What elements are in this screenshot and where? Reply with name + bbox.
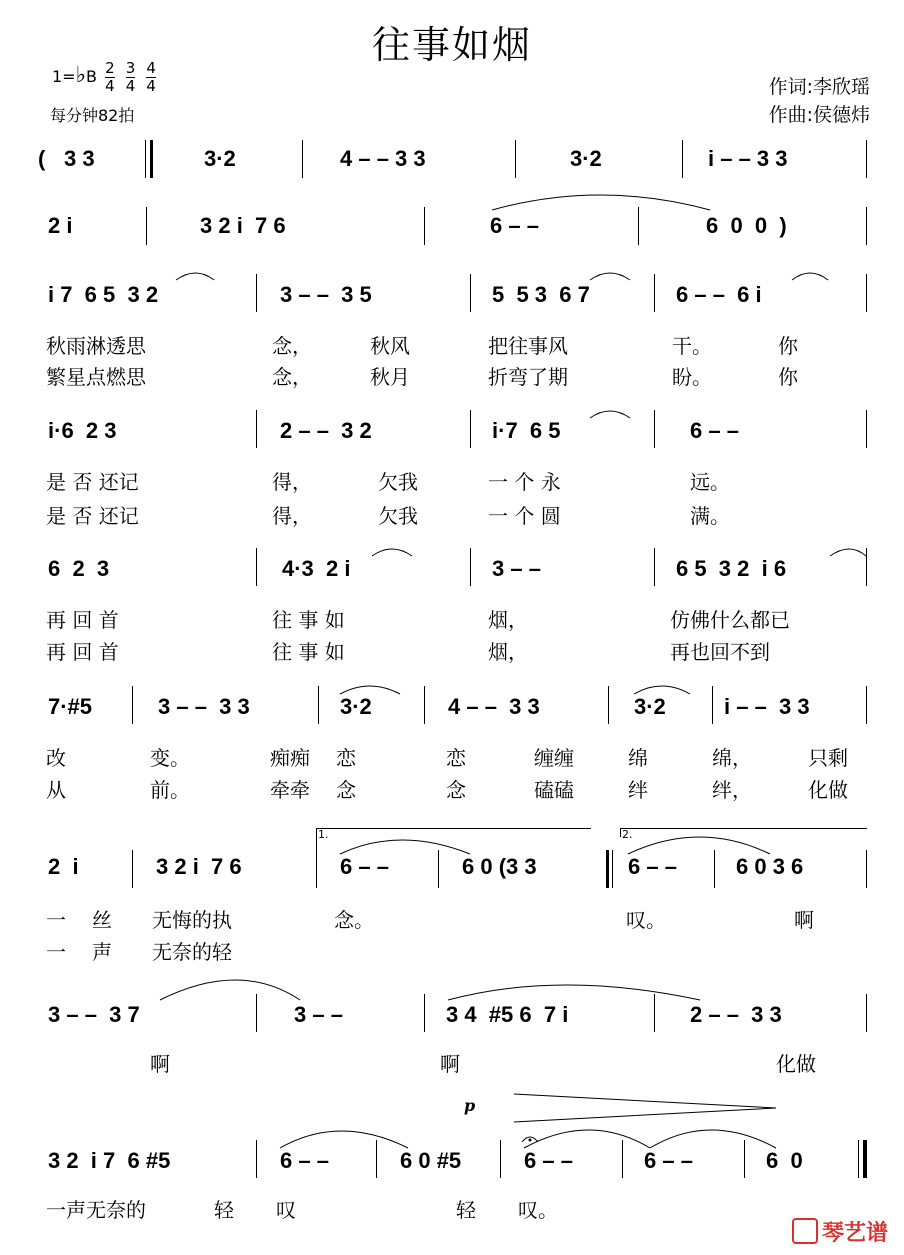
lyric-text: 改 — [46, 746, 66, 770]
lyric-text: 仿佛什么都已 — [670, 608, 790, 632]
tempo-marking: 每分钟82拍 — [50, 106, 135, 125]
lyric-text: 恋 — [446, 746, 466, 770]
notation-group: 3 – – — [492, 556, 541, 581]
notation-group: 3 – – — [294, 1002, 343, 1027]
lyric-text: 一 个 圆 — [488, 504, 561, 528]
volta-label: 2. — [622, 828, 633, 841]
lyric-text: 念。 — [334, 908, 374, 932]
lyric-text: 折弯了期 — [488, 365, 568, 389]
notation-group: i 7 6 5 3 2 — [48, 282, 159, 307]
notation-group: 6 – – — [644, 1148, 693, 1173]
lyric-text: 念 — [336, 778, 356, 802]
lyric-text: 叹。 — [626, 908, 666, 932]
notation-group: i – – 3 3 — [708, 146, 788, 171]
flat-sign: ♭ — [75, 63, 86, 88]
notation-group: 3 2 i 7 6 #5 — [48, 1148, 171, 1173]
notation-group: 6 – – 6 i — [676, 282, 762, 307]
notation-group: 6 – – — [490, 213, 539, 238]
slur-arc — [634, 686, 690, 694]
lyric-text: 啊 — [150, 1052, 170, 1076]
notation-group: 6 0 0 ) — [706, 213, 787, 238]
notation-group: 6 0 (3 3 — [462, 854, 537, 879]
notation-group: 3 – – 3 7 — [48, 1002, 140, 1027]
notation-group: 3 2 i 7 6 — [156, 854, 242, 879]
notation-group: ( — [38, 146, 46, 171]
lyric-text: 你 — [778, 334, 798, 358]
lyric-text: 轻 — [214, 1198, 234, 1222]
lyric-text: 前。 — [150, 778, 190, 802]
lyric-text: 欠我 — [378, 470, 418, 494]
lyric-text: 盼。 — [672, 365, 712, 389]
notation-group: 5 5 3 6 7 — [492, 282, 590, 307]
lyric-text: 磕磕 — [534, 778, 574, 802]
lyric-text: 只剩 — [808, 746, 848, 770]
notation-group: 3·2 — [204, 146, 236, 171]
notation-group: 3 4 #5 6 7 i — [446, 1002, 569, 1027]
lyric-text: 无奈的轻 — [152, 940, 232, 964]
slur-arc — [176, 273, 214, 280]
notation-group: 3·2 — [340, 694, 372, 719]
lyric-text: 再也回不到 — [670, 640, 770, 664]
slur-arc — [590, 411, 630, 418]
notation-group: 4 – – 3 3 — [340, 146, 426, 171]
lyric-text: 再 回 首 — [46, 608, 119, 632]
lyric-text: 一 — [46, 940, 66, 964]
lyric-text: 无悔的执 — [152, 908, 232, 932]
notation-group: 2 i — [48, 854, 79, 879]
notation-group: 6 – – — [690, 418, 739, 443]
tie-arc — [160, 980, 300, 1000]
lyric-text: 往 事 如 — [272, 640, 345, 664]
notation-group: 3 – – 3 5 — [280, 282, 372, 307]
notation-group: 3 – – 3 3 — [158, 694, 250, 719]
composer: 作曲:侯德炜 — [768, 104, 870, 126]
lyric-text: 变。 — [150, 746, 190, 770]
lyric-text: 叹。 — [518, 1198, 558, 1222]
lyric-text: 念， — [272, 334, 312, 358]
notation-group: 6 5 3 2 i 6 — [676, 556, 787, 581]
slur-arc — [792, 273, 828, 280]
dynamic-marking: p — [464, 1096, 476, 1115]
tie-arc — [628, 837, 770, 854]
time-signature: $\frac{2}{4}$ — [105, 59, 115, 95]
lyric-text: 秋风 — [370, 334, 410, 358]
lyric-text: 绵， — [712, 746, 752, 770]
lyric-text: 一 — [46, 908, 66, 932]
notation-group: 6 – – — [628, 854, 677, 879]
lyric-text: 再 回 首 — [46, 640, 119, 664]
fermata-dot — [529, 1139, 532, 1142]
notation-group: 3 2 i 7 6 — [200, 213, 286, 238]
lyric-text: 你 — [778, 365, 798, 389]
notation-group: 7·#5 — [48, 694, 93, 719]
key-prefix: 1= — [52, 67, 76, 86]
key-note: B — [85, 67, 97, 86]
lyric-text: 绊， — [712, 778, 752, 802]
lyric-text: 从 — [46, 778, 66, 802]
lyric-text: 繁星点燃思 — [46, 365, 146, 389]
lyric-text: 是 否 还记 — [46, 470, 139, 494]
notation-group: 3·2 — [634, 694, 666, 719]
time-signature: $\frac{3}{4}$ — [125, 59, 136, 95]
slur-arc — [372, 549, 412, 556]
notation-group: 6 – – — [524, 1148, 573, 1173]
notation-group: 6 0 #5 — [400, 1148, 462, 1173]
song-title: 往事如烟 — [371, 23, 532, 67]
lyric-text: 化做 — [808, 778, 848, 802]
lyric-text: 丝 — [92, 908, 112, 932]
lyric-text: 缠缠 — [534, 746, 574, 770]
lyric-text: 烟， — [488, 640, 528, 664]
lyric-text: 往 事 如 — [272, 608, 345, 632]
site-logo — [792, 1216, 888, 1247]
lyric-text: 秋月 — [370, 365, 410, 389]
lyric-text: 啊 — [440, 1052, 460, 1076]
slur-arc — [448, 985, 700, 1000]
lyric-text: 欠我 — [378, 504, 418, 528]
logo-text: 琴艺谱 — [821, 1221, 888, 1246]
lyric-text: 叹 — [276, 1198, 296, 1222]
lyric-text: 化做 — [776, 1052, 816, 1076]
lyric-text: 绊 — [628, 778, 648, 802]
lyric-text: 声 — [92, 940, 112, 964]
lyric-text: 痴痴 — [270, 746, 310, 770]
lyric-text: 把往事风 — [488, 334, 568, 358]
lyric-text: 啊 — [794, 908, 814, 932]
lyric-text: 干。 — [672, 334, 712, 358]
lyric-text: 是 否 还记 — [46, 504, 139, 528]
tie-arc — [650, 1130, 776, 1148]
notation-group: 6 0 — [766, 1148, 803, 1173]
tie-arc — [340, 840, 470, 854]
slur-arc — [590, 273, 630, 280]
lyric-text: 一 个 永 — [488, 470, 561, 494]
slur-arc — [830, 549, 866, 556]
decrescendo-hairpin — [514, 1094, 776, 1122]
volta-label: 1. — [318, 828, 329, 841]
lyric-text: 念， — [272, 365, 312, 389]
lyric-text: 恋 — [336, 746, 356, 770]
lyricist: 作词:李欣瑶 — [768, 76, 870, 98]
logo-icon — [792, 1218, 818, 1244]
notation-group: 3·2 — [570, 146, 602, 171]
tie-arc — [492, 195, 710, 210]
lyric-text: 绵 — [628, 746, 648, 770]
lyric-text: 轻 — [456, 1198, 476, 1222]
notation-group: 4 – – 3 3 — [448, 694, 540, 719]
lyric-text: 念 — [446, 778, 466, 802]
tie-arc — [524, 1130, 650, 1148]
notation-group: i·7 6 5 — [492, 418, 561, 443]
lyric-text: 满。 — [690, 504, 730, 528]
lyric-text: 牵牵 — [270, 778, 310, 802]
time-signature: $\frac{4}{4}$ — [146, 59, 156, 95]
tie-arc — [280, 1131, 408, 1148]
notation-group: 2 – – 3 2 — [280, 418, 372, 443]
notation-group: 6 2 3 — [48, 556, 110, 581]
lyric-text: 一声无奈的 — [46, 1198, 146, 1222]
lyric-text: 得， — [272, 470, 312, 494]
notation-group: 2 – – 3 3 — [690, 1002, 782, 1027]
lyric-text: 得， — [272, 504, 312, 528]
lyric-text: 秋雨淋透思 — [46, 334, 146, 358]
lyric-text: 远。 — [690, 470, 730, 494]
lyric-text: 烟， — [488, 608, 528, 632]
notation-group: 6 – – — [340, 854, 389, 879]
notation-group: i·6 2 3 — [48, 418, 117, 443]
notation-group: 4·3 2 i — [282, 556, 351, 581]
notation-group: i – – 3 3 — [724, 694, 810, 719]
notation-group: 6 0 3 6 — [736, 854, 804, 879]
notation-group: 2 i — [48, 213, 73, 238]
notation-group: 3 3 — [64, 146, 95, 171]
slur-arc — [340, 686, 400, 694]
notation-group: 6 – – — [280, 1148, 329, 1173]
